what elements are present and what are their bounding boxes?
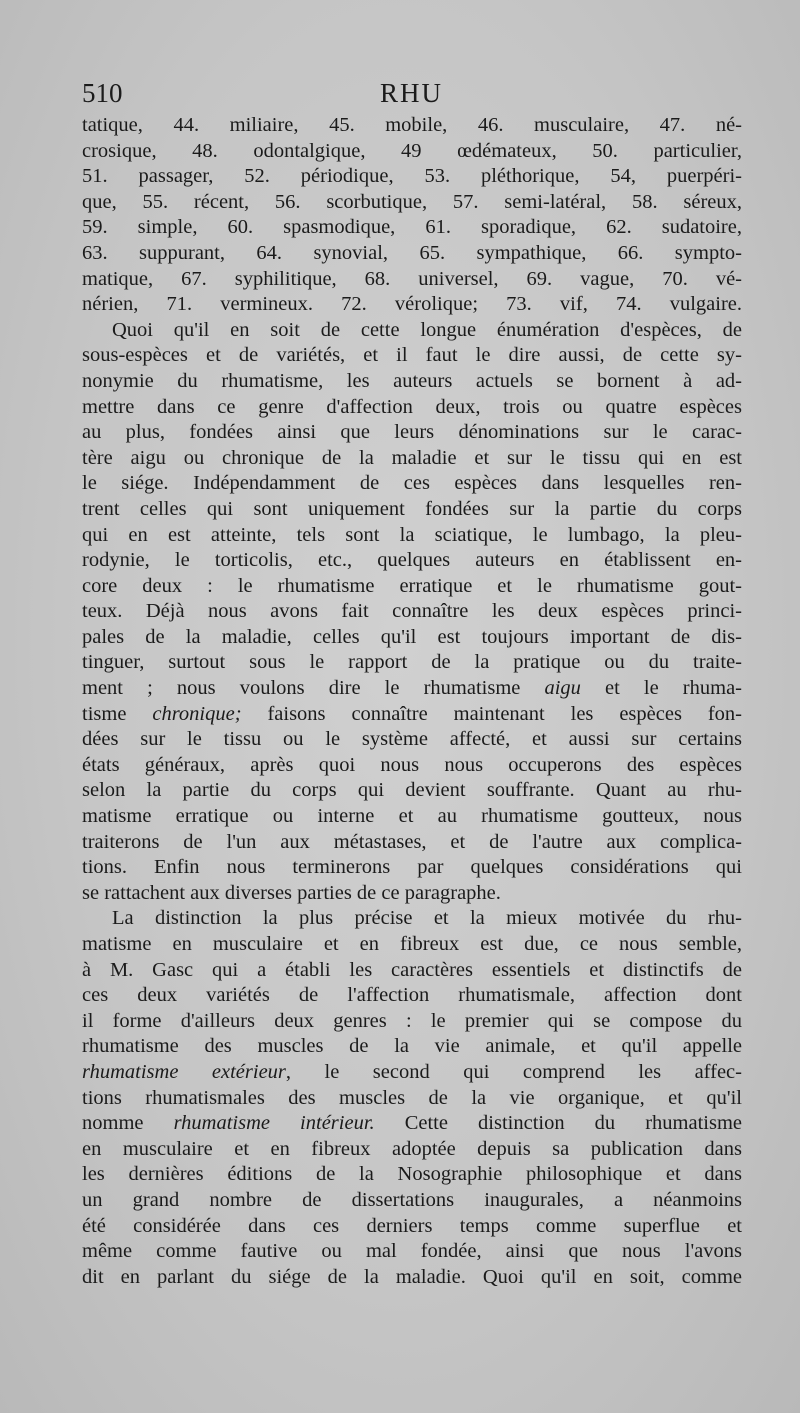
text-line: dit en parlant du siége de la maladie. Quoi qu'il en soit, comme <box>82 1265 742 1288</box>
page-header <box>82 78 742 112</box>
page-number: 510 <box>82 78 123 108</box>
text-line: matique, 67. syphilitique, 68. universel, 69. vague, 70. vé- <box>82 267 742 290</box>
text-line: au plus, fondées ainsi que leurs dénominations sur le carac- <box>82 421 742 444</box>
text-line: tinguer, surtout sous le rapport de la pratique ou du traite- <box>82 651 742 674</box>
text-line: les dernières éditions de la Nosographie philosophique et dans <box>82 1163 742 1186</box>
text-line: tions rhumatismales des muscles de la vie organique, et qu'il <box>82 1086 742 1109</box>
text-line: sous-espèces et de variétés, et il faut le dire aussi, de cette sy- <box>82 344 742 367</box>
running-head: RHU <box>380 78 444 108</box>
text-line: tère aigu ou chronique de la maladie et sur le tissu qui en est <box>82 446 742 469</box>
text-line: traiterons de l'un aux métastases, et de l'autre aux complica- <box>82 830 742 853</box>
text-line: 51. passager, 52. périodique, 53. pléthorique, 54, puerpéri- <box>82 165 742 188</box>
text-line: ces deux variétés de l'affection rhumatismale, affection dont <box>82 984 742 1007</box>
text-line: rhumatisme extérieur, le second qui comprend les affec- <box>82 1060 742 1083</box>
text-line: même comme fautive ou mal fondée, ainsi que nous l'avons <box>82 1240 742 1263</box>
text-line: Quoi qu'il en soit de cette longue énumération d'espèces, de <box>112 318 742 341</box>
text-line: trent celles qui sont uniquement fondées sur la partie du corps <box>82 497 742 520</box>
body-text <box>82 113 742 1290</box>
text-line: ment ; nous voulons dire le rhumatisme aigu et le rhuma- <box>82 677 742 700</box>
text-line: selon la partie du corps qui devient souffrante. Quant au rhu- <box>82 779 742 802</box>
text-line: dées sur le tissu ou le système affecté, et aussi sur certains <box>82 728 742 751</box>
text-line: nomme rhumatisme intérieur. Cette distinction du rhumatisme <box>82 1112 742 1135</box>
text-line: rodynie, le torticolis, etc., quelques auteurs en établissent en- <box>82 549 742 572</box>
text-line: mettre dans ce genre d'affection deux, trois ou quatre espèces <box>82 395 742 418</box>
text-line: que, 55. récent, 56. scorbutique, 57. semi-latéral, 58. séreux, <box>82 190 742 213</box>
text-line: tions. Enfin nous terminerons par quelques considérations qui <box>82 856 742 879</box>
text-line: crosique, 48. odontalgique, 49 œdémateux, 50. particulier, <box>82 139 742 162</box>
text-line: rhumatisme des muscles de la vie animale, et qu'il appelle <box>82 1035 742 1058</box>
text-line: états généraux, après quoi nous nous occuperons des espèces <box>82 753 742 776</box>
text-line: 63. suppurant, 64. synovial, 65. sympathique, 66. sympto- <box>82 241 742 264</box>
text-line: le siége. Indépendamment de ces espèces dans lesquelles ren- <box>82 472 742 495</box>
text-line: 59. simple, 60. spasmodique, 61. sporadique, 62. sudatoire, <box>82 216 742 239</box>
text-line: core deux : le rhumatisme erratique et le rhumatisme gout- <box>82 574 742 597</box>
text-line: il forme d'ailleurs deux genres : le premier qui se compose du <box>82 1009 742 1032</box>
text-line: se rattachent aux diverses parties de ce paragraphe. <box>82 881 501 904</box>
text-line: tatique, 44. miliaire, 45. mobile, 46. musculaire, 47. né- <box>82 114 742 136</box>
text-line: en musculaire et en fibreux adoptée depuis sa publication dans <box>82 1137 742 1160</box>
text-line: matisme erratique ou interne et au rhumatisme goutteux, nous <box>82 805 742 828</box>
text-line: La distinction la plus précise et la mieux motivée du rhu- <box>112 907 742 930</box>
text-line: matisme en musculaire et en fibreux est due, ce nous semble, <box>82 933 742 955</box>
text-line: pales de la maladie, celles qu'il est toujours important de dis- <box>82 625 742 648</box>
text-line: qui en est atteinte, tels sont la sciatique, le lumbago, la pleu- <box>82 523 742 546</box>
text-line: nérien, 71. vermineux. 72. vérolique; 73. vif, 74. vulgaire. <box>82 293 742 316</box>
text-line: un grand nombre de dissertations inaugurales, a néanmoins <box>82 1188 742 1211</box>
text-line: tisme chronique; faisons connaître maintenant les espèces fon- <box>82 702 742 725</box>
text-line: été considérée dans ces derniers temps comme superflue et <box>82 1214 742 1237</box>
text-line: à M. Gasc qui a établi les caractères essentiels et distinctifs de <box>82 958 742 981</box>
text-line: teux. Déjà nous avons fait connaître les deux espèces princi- <box>82 600 742 623</box>
text-line: nonymie du rhumatisme, les auteurs actuels se bornent à ad- <box>82 369 742 392</box>
